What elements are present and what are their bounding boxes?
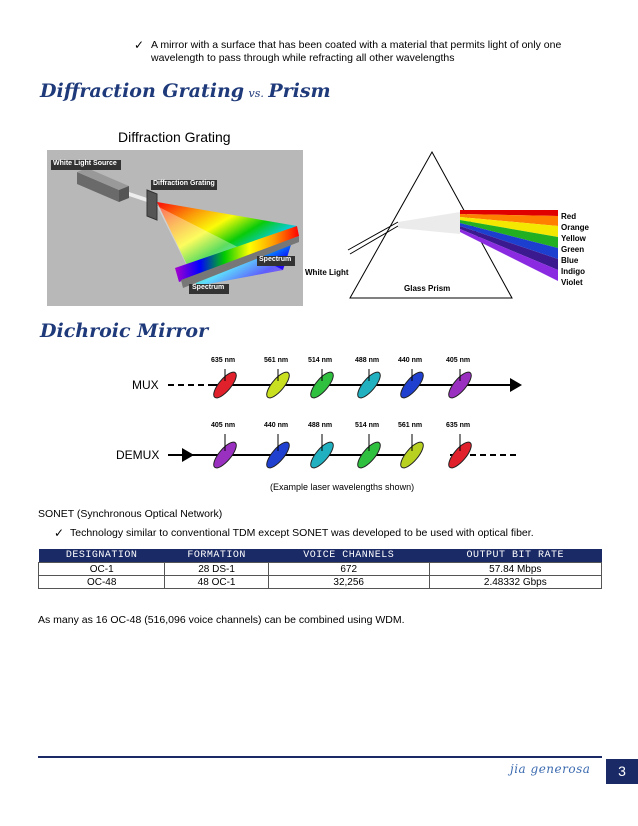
grating-illustration <box>47 150 303 306</box>
table-row <box>39 576 602 589</box>
diffraction-grating-figure <box>47 150 303 306</box>
demux-wavelength-label: 514 nm <box>355 422 380 429</box>
label-glass-prism: Glass Prism <box>404 284 451 293</box>
color-label-green: Green <box>561 245 585 254</box>
table-cell: 28 DS-1 <box>165 563 268 576</box>
label-diffraction-grating: Diffraction Grating <box>153 180 215 187</box>
dichroic-lines <box>110 352 530 482</box>
table-row <box>39 563 602 576</box>
label-white-light: White Light <box>305 268 349 277</box>
color-label-yellow: Yellow <box>561 234 586 243</box>
page-number: 3 <box>606 759 638 784</box>
prism-illustration <box>300 150 600 300</box>
mux-wavelength-label: 561 nm <box>264 357 289 364</box>
grating-figure-title: Diffraction Grating <box>118 129 231 145</box>
heading-vs: vs. <box>248 87 264 100</box>
demux-wavelength-label: 635 nm <box>446 422 471 429</box>
mux-wavelength-label: 405 nm <box>446 357 471 364</box>
prism-color-legend <box>561 212 589 289</box>
table-cell: OC-48 <box>39 576 165 589</box>
color-label-indigo: Indigo <box>561 267 585 276</box>
label-spectrum-2: Spectrum <box>192 284 225 291</box>
demux-wavelength-label: 440 nm <box>264 422 289 429</box>
sonet-bullet: Technology similar to conventional TDM except SONET was developed to be used with optical fiber. <box>70 527 534 539</box>
label-white-light-source: White Light Source <box>53 160 117 167</box>
table-cell: 2.48332 Gbps <box>429 576 601 589</box>
sonet-heading: SONET (Synchronous Optical Network) <box>38 508 223 520</box>
mux-wavelength-label: 635 nm <box>211 357 236 364</box>
heading-prism: Prism <box>268 80 331 102</box>
section-heading-grating-vs-prism <box>40 80 331 102</box>
prism-figure <box>300 150 600 300</box>
dichroic-mirror-figure <box>110 352 530 497</box>
table-cell: 672 <box>268 563 429 576</box>
intro-bullet-text: A mirror with a surface that has been coated with a material that permits light of only one wavelength to pass through while refracting all other wavelengths <box>151 39 562 64</box>
heading-grating: Diffraction Grating <box>40 80 245 102</box>
demux-wavelength-label: 488 nm <box>308 422 333 429</box>
footer-rule <box>38 756 602 758</box>
section-heading-dichroic: Dichroic Mirror <box>40 320 209 342</box>
sonet-table <box>38 549 602 589</box>
check-icon: ✓ <box>54 526 65 540</box>
col-header-formation: FORMATION <box>165 549 268 563</box>
table-cell: 48 OC-1 <box>165 576 268 589</box>
demux-wavelength-label: 405 nm <box>211 422 236 429</box>
color-label-violet: Violet <box>561 278 583 287</box>
check-icon: ✓ <box>134 38 145 52</box>
color-label-orange: Orange <box>561 223 590 232</box>
col-header-voice-channels: VOICE CHANNELS <box>268 549 429 563</box>
color-label-red: Red <box>561 212 577 221</box>
mux-wavelength-label: 514 nm <box>308 357 333 364</box>
demux-wavelength-label: 561 nm <box>398 422 423 429</box>
footer-author: jia generosa <box>510 762 591 776</box>
closing-text: As many as 16 OC-48 (516,096 voice channels) can be combined using WDM. <box>38 614 405 626</box>
table-cell: OC-1 <box>39 563 165 576</box>
mux-label: MUX <box>132 378 159 392</box>
demux-label: DEMUX <box>116 448 160 462</box>
color-label-blue: Blue <box>561 256 579 265</box>
dichroic-caption: (Example laser wavelengths shown) <box>270 482 415 492</box>
table-cell: 32,256 <box>268 576 429 589</box>
mux-wavelength-label: 488 nm <box>355 357 380 364</box>
mux-wavelength-label: 440 nm <box>398 357 423 364</box>
label-spectrum-1: Spectrum <box>259 256 292 263</box>
table-cell: 57.84 Mbps <box>429 563 601 576</box>
col-header-output-bit-rate: OUTPUT BIT RATE <box>429 549 601 563</box>
table-header-row <box>39 549 602 563</box>
col-header-designation: DESIGNATION <box>39 549 165 563</box>
